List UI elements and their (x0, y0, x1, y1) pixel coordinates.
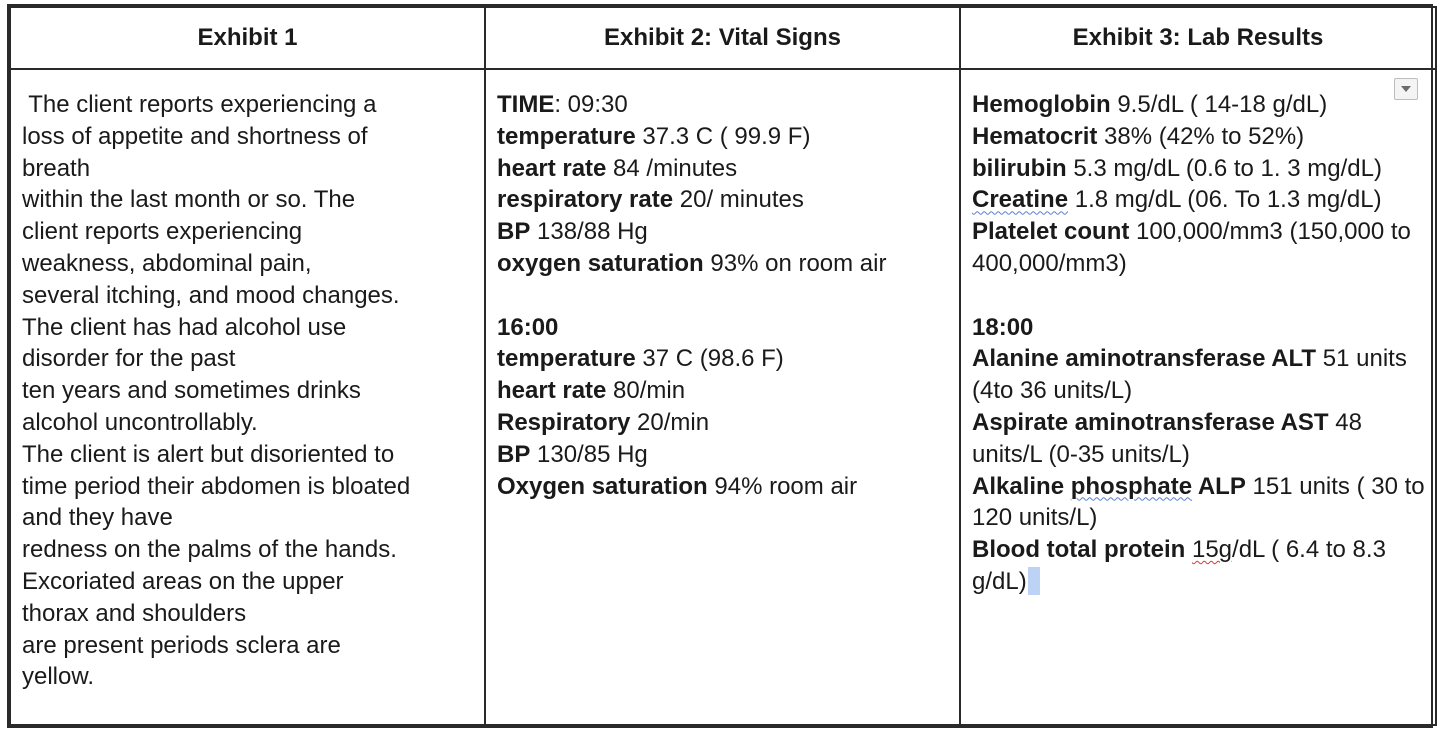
lab-bilirubin (972, 153, 1425, 185)
lab-value: 9.5/dL ( 14-18 g/dL) (1110, 91, 1328, 118)
lab-value: 151 units ( 30 to 120 units/L) (972, 472, 1425, 532)
vital-value: 37 C (98.6 F) (635, 345, 784, 373)
time-label: 16:00 (497, 313, 559, 341)
time-value: : 09:30 (554, 91, 628, 118)
lab-label: Aspirate aminotransferase AST (972, 408, 1329, 436)
exhibit-1-line: breath (22, 154, 91, 182)
vital-row (497, 407, 949, 439)
vital-label: oxygen saturation (497, 249, 704, 277)
exhibit-1-line: disorder for the past (22, 345, 236, 373)
vital-row (497, 121, 949, 153)
lab-label-part: ALP (1192, 472, 1246, 500)
vital-row (497, 153, 949, 185)
lab-label: Hematocrit (972, 122, 1098, 150)
exhibit-1-line: time period their abdomen is bloated (22, 472, 411, 500)
lab-label: Alanine aminotransferase ALT (972, 345, 1317, 373)
vital-value: 130/85 Hg (530, 440, 648, 468)
exhibit-1-line: The client reports experiencing a (22, 91, 377, 118)
exhibit-1-line: The client is alert but disoriented to (22, 440, 395, 468)
lab-value: 5.3 mg/dL (0.6 to 1. 3 mg/dL) (1066, 154, 1382, 182)
vital-label: Respiratory (497, 408, 631, 436)
time-label: 18:00 (972, 313, 1034, 341)
vitals-time-2 (497, 312, 949, 344)
lab-ast (972, 407, 1425, 471)
exhibit-2-header: Exhibit 2: Vital Signs (485, 7, 960, 69)
vitals-first-set (497, 121, 949, 280)
exhibit-1-line: alcohol uncontrollably. (22, 408, 258, 436)
text-selection-cursor (1028, 567, 1040, 595)
lab-label: Platelet count (972, 218, 1130, 246)
exhibits-table (7, 4, 1433, 728)
exhibit-1-line: are present periods sclera are (22, 631, 341, 659)
vital-label: temperature (497, 345, 636, 373)
vital-value: 80/min (606, 377, 686, 405)
exhibit-1-line: several itching, and mood changes. (22, 281, 400, 309)
lab-value: 1.8 mg/dL (06. To 1.3 mg/dL) (1068, 186, 1382, 214)
lab-value: 51 units (4to 36 units/L) (972, 345, 1407, 405)
exhibit-1-line: yellow. (22, 663, 95, 691)
vital-row (497, 343, 949, 375)
lab-hemoglobin (972, 89, 1425, 121)
exhibit-1-line: thorax and shoulders (22, 599, 247, 627)
vital-label: BP (497, 440, 531, 468)
vital-row (497, 216, 949, 248)
lab-value-part: 15g (1191, 536, 1233, 564)
exhibit-1-text (22, 89, 474, 693)
exhibit-1-line: within the last month or so. The (22, 186, 356, 214)
lab-label: Blood total protein (972, 536, 1186, 564)
exhibit-1-header: Exhibit 1 (10, 7, 485, 69)
lab-label: Creatine (972, 186, 1069, 214)
vital-label: Oxygen saturation (497, 472, 708, 500)
vital-value: 93% on room air (703, 249, 887, 277)
lab-creatine (972, 184, 1425, 216)
lab-label: bilirubin (972, 154, 1067, 182)
vitals-second-set (497, 343, 949, 502)
exhibit-1-line: weakness, abdominal pain, (22, 249, 312, 277)
vitals-time-1 (497, 89, 949, 121)
lab-time (972, 312, 1425, 344)
vital-row (497, 471, 949, 503)
content-row (10, 69, 1436, 725)
lab-value-part: /dL ( 6.4 to 8.3 g/dL) (972, 536, 1386, 595)
vital-value: 138/88 Hg (530, 218, 648, 246)
vital-value: 94% room air (707, 472, 858, 500)
cell-options-dropdown[interactable] (1394, 78, 1418, 100)
exhibit-1-line: redness on the palms of the hands. (22, 536, 397, 564)
spacer (972, 280, 1425, 312)
exhibit-3-header: Exhibit 3: Lab Results (960, 7, 1436, 69)
time-label: TIME (497, 91, 555, 118)
vital-value: 20/min (630, 408, 710, 436)
header-row (10, 7, 1436, 69)
lab-value: 100,000/mm3 (150,000 to 400,000/mm3) (972, 218, 1411, 277)
vital-label: heart rate (497, 154, 607, 182)
lab-label-part: Alkaline (972, 472, 1071, 500)
lab-value: 48 units/L (0-35 units/L) (972, 408, 1362, 468)
exhibit-1-line: loss of appetite and shortness of (22, 122, 368, 150)
lab-alp (972, 471, 1425, 535)
spacer (497, 280, 949, 312)
chevron-down-icon (1401, 86, 1411, 92)
vital-row (497, 375, 949, 407)
vital-label: temperature (497, 122, 636, 150)
vital-row (497, 439, 949, 471)
exhibit-1-line: The client has had alcohol use (22, 313, 347, 341)
lab-label (972, 473, 1246, 500)
vital-row (497, 248, 949, 280)
lab-protein (972, 534, 1425, 598)
exhibit-3-cell[interactable] (960, 69, 1436, 725)
exhibit-1-line: client reports experiencing (22, 218, 303, 246)
lab-label: Hemoglobin (972, 91, 1111, 118)
exhibit-1-line: and they have (22, 504, 173, 532)
vital-row (497, 184, 949, 216)
vital-label: BP (497, 218, 531, 246)
exhibit-1-line: Excoriated areas on the upper (22, 567, 344, 595)
vital-label: heart rate (497, 377, 607, 405)
lab-alt (972, 343, 1425, 407)
vital-value: 20/ minutes (673, 186, 804, 214)
lab-value-part (1185, 536, 1192, 563)
exhibit-1-cell[interactable] (10, 69, 485, 725)
lab-label-part: phosphate (1070, 472, 1193, 500)
vital-value: 84 /minutes (606, 154, 738, 182)
exhibit-2-cell[interactable] (485, 69, 960, 725)
exhibit-1-line: ten years and sometimes drinks (22, 377, 361, 405)
lab-hematocrit (972, 121, 1425, 153)
lab-value: 38% (42% to 52%) (1097, 122, 1305, 150)
lab-platelet (972, 216, 1425, 280)
vital-label: respiratory rate (497, 186, 674, 214)
vital-value: 37.3 C ( 99.9 F) (635, 122, 811, 150)
